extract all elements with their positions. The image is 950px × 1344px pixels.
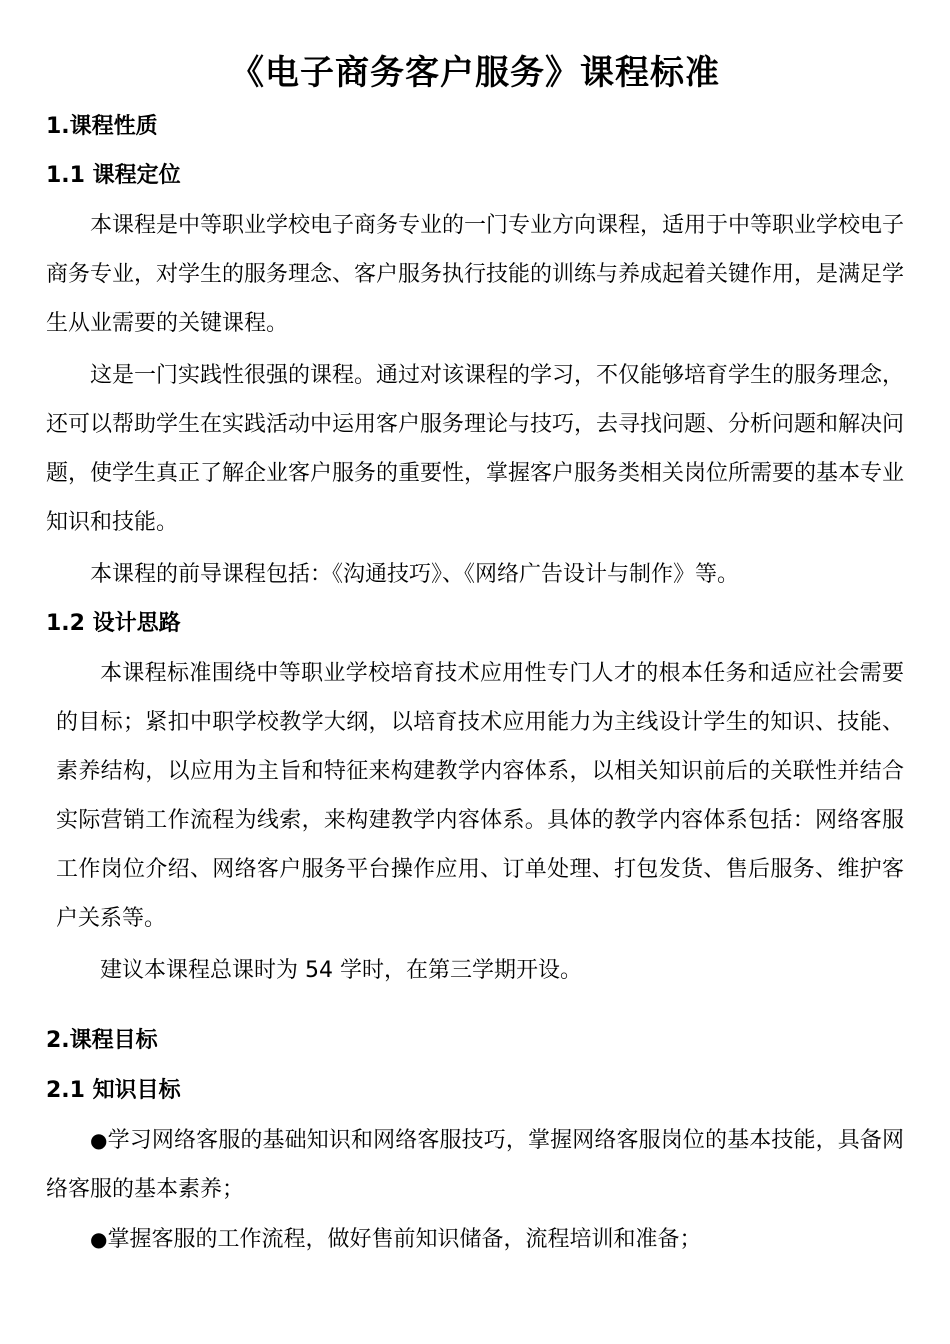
subsection-heading-course-positioning: 1.1 课程定位 xyxy=(46,163,181,188)
document-title: 《电子商务客户服务》课程标准 xyxy=(230,53,720,93)
bullet-item-1 xyxy=(46,1116,904,1214)
paragraph-positioning-2: 这是一门实践性很强的课程。通过对该课程的学习，不仅能够培育学生的服务理念，还可以帮助学生在实践活动中运用客户服务理论与技巧，去寻找问题、分析问题和解决问题，使学生真正了解企业客户服务的重要性，掌握客户服务类相关岗位所需要的基本专业知识和技能。 xyxy=(46,363,905,535)
paragraph-positioning-1: 本课程是中等职业学校电子商务专业的一门专业方向课程，适用于中等职业学校电子商务专业，对学生的服务理念、客户服务执行技能的训练与养成起着关键作用，是满足学生从业需要的关键课程。 xyxy=(46,213,905,336)
section-heading-course-nature: 1.课程性质 xyxy=(46,114,158,139)
section-heading-course-objectives: 2.课程目标 xyxy=(46,1028,158,1053)
paragraph-design-1: 本课程标准围绕中等职业学校培育技术应用性专门人才的根本任务和适应社会需要的目标；紧扣中职学校教学大纲，以培育技术应用能力为主线设计学生的知识、技能、素养结构，以应用为主旨和特征来构建教学内容体系，以相关知识前后的关联性并结合实际营销工作流程为线索，来构建教学内容体系。具体的教学内容体系包括：网络客服工作岗位介绍、网络客户服务平台操作应用、订单处理、打包发货、售后服务、维护客户关系等。 xyxy=(56,661,904,931)
bullet-icon: ● xyxy=(90,1227,108,1251)
bullet-icon: ● xyxy=(90,1128,108,1152)
bullet-item-1-text: 学习网络客服的基础知识和网络客服技巧，掌握网络客服岗位的基本技能，具备网络客服的基本素养； xyxy=(46,1128,904,1202)
paragraph-positioning-3: 本课程的前导课程包括：《沟通技巧》、《网络广告设计与制作》等。 xyxy=(90,562,740,587)
subsection-heading-knowledge-objectives: 2.1 知识目标 xyxy=(46,1078,181,1103)
paragraph-design-2: 建议本课程总课时为 54 学时，在第三学期开设。 xyxy=(100,958,582,983)
subsection-heading-design-ideas: 1.2 设计思路 xyxy=(46,611,181,636)
bullet-item-2-text: 掌握客服的工作流程，做好售前知识储备，流程培训和准备； xyxy=(107,1227,702,1252)
bullet-item-2 xyxy=(46,1215,904,1264)
